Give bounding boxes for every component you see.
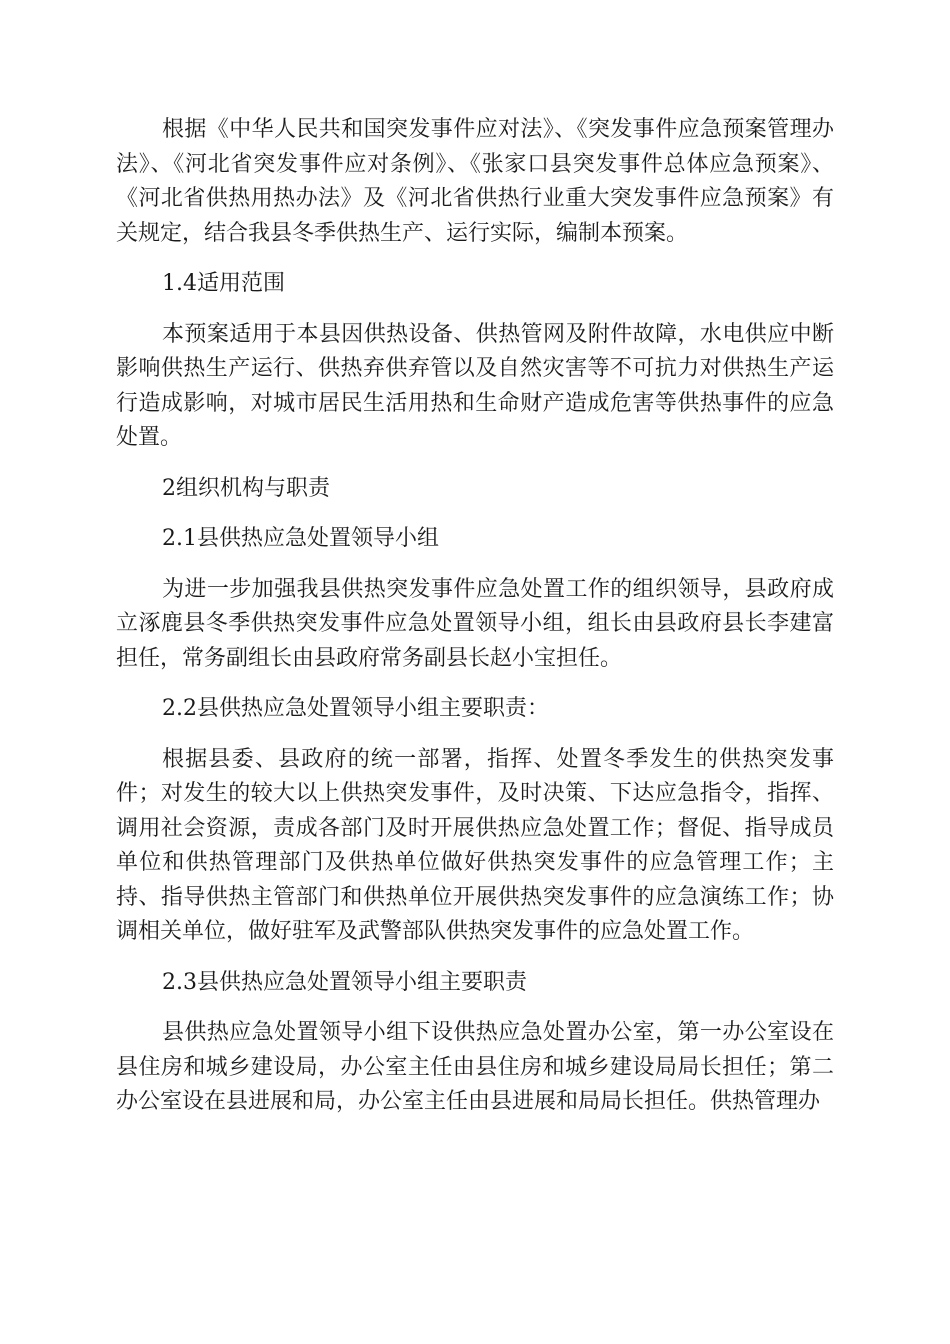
paragraph-office-setup: 县供热应急处置领导小组下设供热应急处置办公室，第一办公室设在县住房和城乡建设局，办公室主任由县住房和城乡建设局局长担任；第二办公室设在县进展和局，办公室主任由县进展和局局长担任。供热管理办 <box>116 1020 834 1114</box>
paragraph-main-duties: 根据县委、县政府的统一部署，指挥、处置冬季发生的供热突发事件；对发生的较大以上供热突发事件，及时决策、下达应急指令，指挥、调用社会资源，责成各部门及时开展供热应急处置工作；督促、指导成员单位和供热管理部门及供热单位做好供热突发事件的应急管理工作；主持、指导供热主管部门和供热单位开展供热突发事件的应急演练工作；协调相关单位，做好驻军及武警部队供热突发事件的应急处置工作。 <box>116 746 834 944</box>
section-heading-2: 2组织机构与职责 <box>162 475 330 501</box>
section-heading-2-1: 2.1县供热应急处置领导小组 <box>162 526 439 551</box>
document-body <box>116 113 834 1136</box>
section-heading-2-3: 2.3县供热应急处置领导小组主要职责 <box>162 969 527 995</box>
section-heading-2-2: 2.2县供热应急处置领导小组主要职责： <box>162 696 549 721</box>
section-heading-1-4: 1.4适用范围 <box>162 271 285 296</box>
paragraph-scope: 本预案适用于本县因供热设备、供热管网及附件故障，水电供应中断影响供热生产运行、供热弃供弃管以及自然灾害等不可抗力对供热生产运行造成影响，对城市居民生活用热和生命财产造成危害等供热事件的应急处置。 <box>116 321 834 450</box>
paragraph-leadership-group: 为进一步加强我县供热突发事件应急处置工作的组织领导，县政府成立涿鹿县冬季供热突发事件应急处置领导小组，组长由县政府县长李建富担任，常务副组长由县政府常务副县长赵小宝担任。 <box>116 576 834 671</box>
paragraph-legal-basis: 根据《中华人民共和国突发事件应对法》、《突发事件应急预案管理办法》、《河北省突发事件应对条例》、《张家口县突发事件总体应急预案》、《河北省供热用热办法》及《河北省供热行业重大突发事件应急预案》有关规定，结合我县冬季供热生产、运行实际，编制本预案。 <box>116 117 834 246</box>
